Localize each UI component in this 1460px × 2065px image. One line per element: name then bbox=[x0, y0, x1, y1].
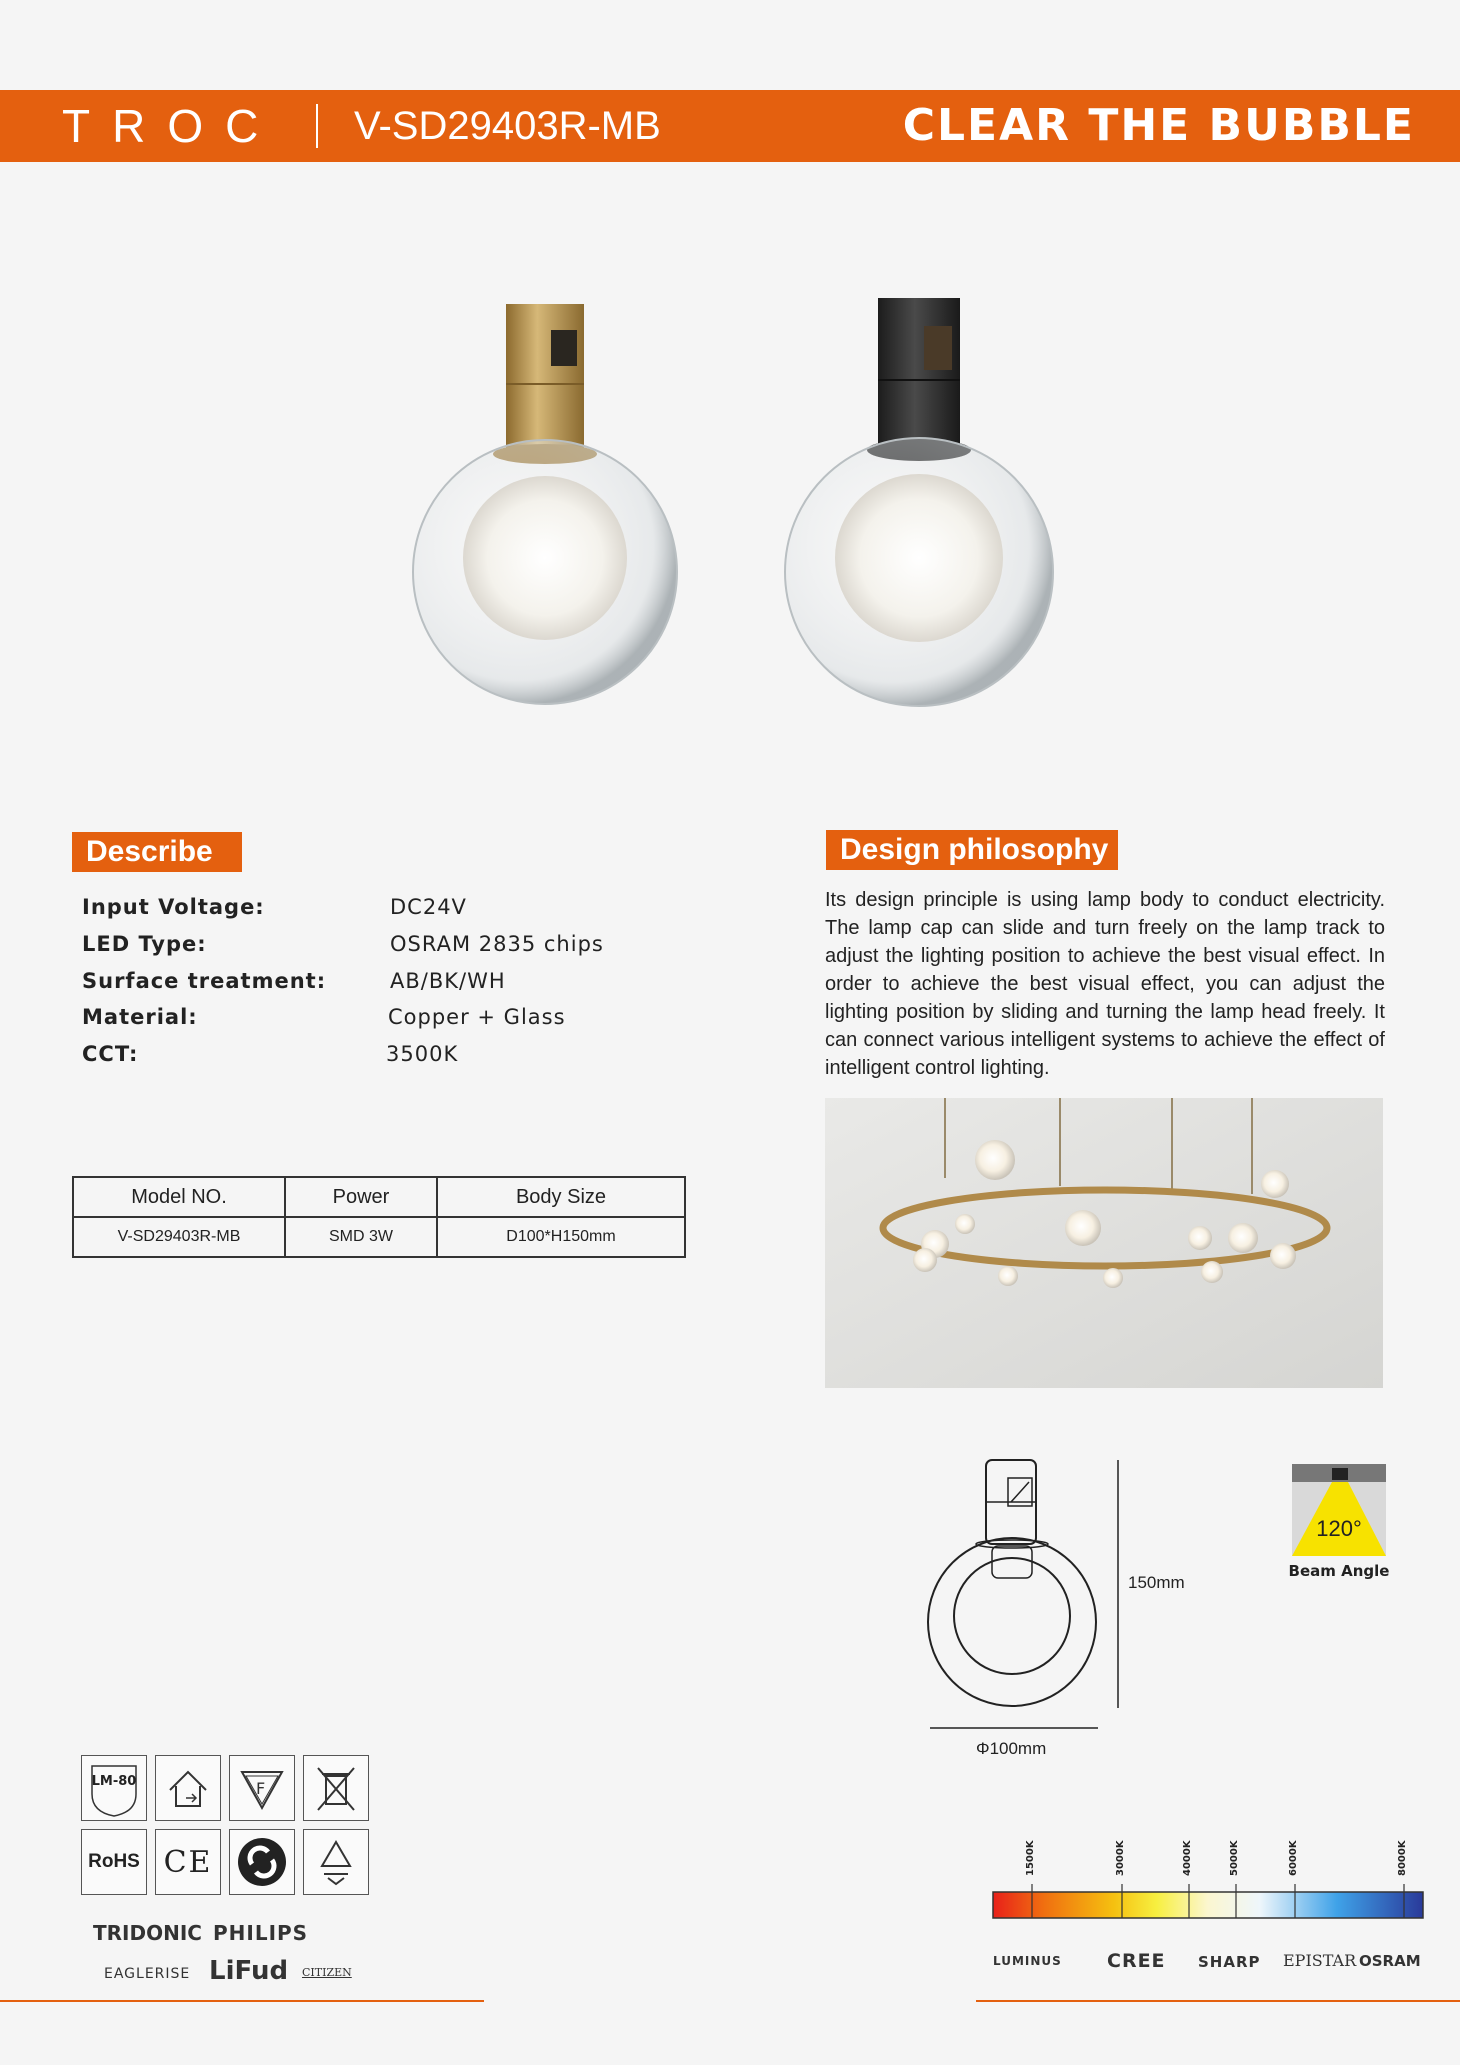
beam-angle-label: Beam Angle bbox=[1288, 1562, 1390, 1580]
design-description: Its design principle is using lamp body to conduct electricity. The lamp cap can slide and turn freely on the lamp track to adjust the lighting position to achieve the best visual effect. In order to achieve the best visual effect, you can adjust the lighting position by sliding and turning the lamp head freely. It can connect various intelligent systems to achieve the effect of intelligent control lighting. bbox=[825, 889, 1385, 1079]
osram-logo: OSRAM bbox=[1359, 1952, 1421, 1970]
lifud-logo: LiFud bbox=[209, 1956, 289, 1986]
spec-label-voltage: Input Voltage: bbox=[82, 895, 265, 919]
beam-angle-icon bbox=[1292, 1464, 1386, 1556]
footer-line-left bbox=[0, 2000, 484, 2002]
cct-4000k: 4000K bbox=[1182, 1840, 1193, 1876]
cct-8000k: 8000K bbox=[1397, 1840, 1408, 1876]
black-lamp-image bbox=[785, 298, 1053, 706]
luminus-logo: LUMINUS bbox=[993, 1954, 1062, 1968]
cct-3000k: 3000K bbox=[1115, 1840, 1126, 1876]
spec-value-voltage: DC24V bbox=[390, 895, 467, 919]
spec-value-cct: 3500K bbox=[386, 1042, 459, 1066]
table-cell-power: SMD 3W bbox=[285, 1217, 437, 1257]
svg-text:F: F bbox=[256, 1779, 266, 1798]
spec-value-surface: AB/BK/WH bbox=[390, 969, 506, 993]
slogan: CLEAR THE BUBBLE bbox=[902, 100, 1415, 151]
model-title: V-SD29403R-MB bbox=[354, 104, 661, 148]
recycle-icon bbox=[303, 1829, 369, 1895]
cct-1500k: 1500K bbox=[1025, 1840, 1036, 1876]
citizen-logo: CITIZEN bbox=[302, 1966, 352, 1979]
f-mark-icon bbox=[229, 1755, 295, 1821]
tridonic-logo: TRIDONIC bbox=[93, 1921, 202, 1945]
spec-label-cct: CCT: bbox=[82, 1042, 139, 1066]
spec-label-led: LED Type: bbox=[82, 932, 207, 956]
rohs-icon: RoHS bbox=[81, 1829, 147, 1895]
dimension-drawing bbox=[900, 1452, 1220, 1752]
header-divider bbox=[316, 104, 318, 148]
table-cell-model: V-SD29403R-MB bbox=[73, 1217, 285, 1257]
product-photos bbox=[400, 290, 1080, 720]
lm80-label: LM-80 bbox=[91, 1774, 137, 1789]
table-row bbox=[73, 1217, 685, 1257]
spec-value-led: OSRAM 2835 chips bbox=[390, 932, 604, 956]
spec-label-material: Material: bbox=[82, 1005, 198, 1029]
cct-5000k: 5000K bbox=[1229, 1840, 1240, 1876]
green-dot-icon bbox=[229, 1829, 295, 1895]
diameter-label: Φ100mm bbox=[976, 1739, 1047, 1758]
table-cell-size: D100*H150mm bbox=[437, 1217, 685, 1257]
eaglerise-logo: EAGLERISE bbox=[104, 1966, 191, 1982]
epistar-logo: EPISTAR bbox=[1283, 1951, 1357, 1970]
table-header-model: Model NO. bbox=[73, 1177, 285, 1217]
beam-angle-value: 120° bbox=[1316, 1516, 1362, 1541]
table-header-power: Power bbox=[285, 1177, 437, 1217]
cree-logo: CREE bbox=[1107, 1950, 1166, 1972]
spec-label-surface: Surface treatment: bbox=[82, 969, 327, 993]
indoor-use-icon bbox=[155, 1755, 221, 1821]
ce-icon: CE bbox=[155, 1829, 221, 1895]
sharp-logo: SHARP bbox=[1198, 1953, 1261, 1971]
cct-color-bar bbox=[992, 1884, 1424, 1920]
design-heading: Design philosophy bbox=[826, 830, 1118, 870]
brand-logo: TROC bbox=[62, 100, 281, 152]
weee-bin-icon bbox=[303, 1755, 369, 1821]
cct-6000k: 6000K bbox=[1288, 1840, 1299, 1876]
spec-value-material: Copper + Glass bbox=[388, 1005, 566, 1029]
lm80-icon bbox=[81, 1755, 147, 1821]
installation-photo bbox=[825, 1098, 1383, 1388]
footer-line-right bbox=[976, 2000, 1460, 2002]
brass-lamp-image bbox=[413, 304, 677, 704]
model-table bbox=[72, 1176, 686, 1258]
table-header-size: Body Size bbox=[437, 1177, 685, 1217]
height-label: 150mm bbox=[1128, 1573, 1185, 1592]
describe-heading: Describe bbox=[72, 832, 242, 872]
philips-logo: PHILIPS bbox=[213, 1921, 309, 1945]
